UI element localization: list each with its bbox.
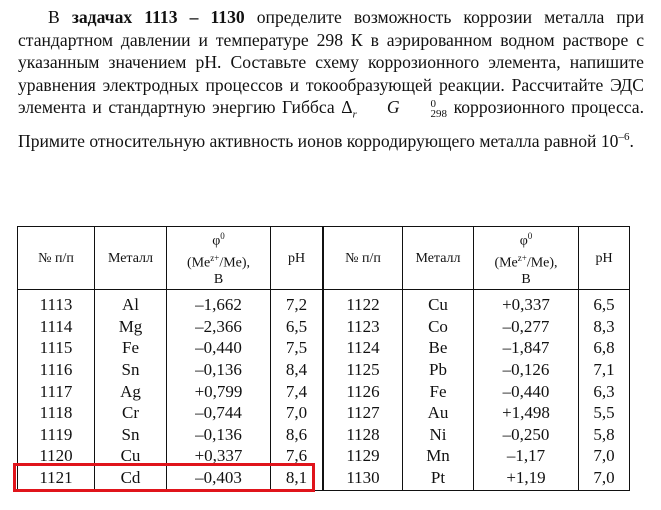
cell-num: 1120	[18, 445, 95, 467]
metals-table	[17, 226, 630, 491]
intro-text-1: В	[48, 7, 72, 27]
cell-num: 1127	[323, 402, 403, 424]
cell-metal: Ni	[403, 424, 474, 446]
cell-potential: –0,136	[167, 424, 271, 446]
cell-ph: 6,5	[271, 316, 324, 338]
cell-ph: 7,0	[271, 402, 324, 424]
cell-ph: 7,0	[579, 467, 630, 491]
header-ph: pH	[271, 227, 324, 290]
cell-num: 1117	[18, 380, 95, 402]
cell-potential: –0,250	[474, 424, 579, 446]
cell-potential: –0,744	[167, 402, 271, 424]
cell-potential: +1,498	[474, 402, 579, 424]
cell-ph: 8,1	[271, 467, 324, 491]
task-description: В задачах 1113 – 1130 определите возможность коррозии металла при стандартном давлении и температуре 298 К в аэрированном водном растворе с указанным значением pH. Составьте схему коррозионного элемента, напишите уравнения электродных процессов и токообразующей реакции. Рассчитайте ЭДС элемента и стандартную энергию Гиббса $\Delta_r$ G 0 298 коррозионного процесса. Примите относительную активность ионов корродирующего металла равной $10^{-6}$.	[18, 7, 645, 152]
header-metal: Металл	[403, 227, 474, 290]
cell-ph: 6,5	[579, 290, 630, 316]
exponent: –6	[618, 131, 630, 144]
cell-potential: +0,799	[167, 380, 271, 402]
header-potential: $\varphi^0$ $(Me^{z+}/Me)$, В	[167, 227, 271, 290]
cell-potential: –1,17	[474, 445, 579, 467]
table-row	[18, 424, 630, 446]
cell-potential: –1,847	[474, 337, 579, 359]
table-row	[18, 380, 630, 402]
cell-potential: –0,403	[167, 467, 271, 491]
cell-ph: 7,0	[579, 445, 630, 467]
cell-potential: –0,277	[474, 316, 579, 338]
cell-metal: Fe	[95, 337, 167, 359]
cell-potential: –2,366	[167, 316, 271, 338]
cell-metal: Ag	[95, 380, 167, 402]
cell-metal: Be	[403, 337, 474, 359]
cell-metal: Mg	[95, 316, 167, 338]
cell-num: 1124	[323, 337, 403, 359]
task-range: задачах 1113 – 1130	[71, 7, 245, 27]
cell-metal: Al	[95, 290, 167, 316]
cell-num: 1130	[323, 467, 403, 491]
cell-potential: –0,440	[167, 337, 271, 359]
table-row	[18, 337, 630, 359]
table-row	[18, 316, 630, 338]
cell-num: 1129	[323, 445, 403, 467]
cell-num: 1121	[18, 467, 95, 491]
cell-ph: 7,5	[271, 337, 324, 359]
header-ph: pH	[579, 227, 630, 290]
cell-num: 1128	[323, 424, 403, 446]
header-metal: Металл	[95, 227, 167, 290]
cell-num: 1126	[323, 380, 403, 402]
cell-ph: 7,6	[271, 445, 324, 467]
cell-metal: Sn	[95, 359, 167, 381]
cell-ph: 6,8	[579, 337, 630, 359]
gibbs-energy-symbol: $\Delta_r$ G 0 298	[341, 97, 448, 121]
cell-num: 1115	[18, 337, 95, 359]
intro-text-3: коррозионного процесса. Примите относительную активность ионов корродирующего металла равной 10	[18, 97, 645, 152]
table-row	[18, 402, 630, 424]
cell-potential: –0,136	[167, 359, 271, 381]
cell-potential: –0,440	[474, 380, 579, 402]
table-row	[18, 290, 630, 316]
cell-metal: Pt	[403, 467, 474, 491]
cell-metal: Fe	[403, 380, 474, 402]
header-potential: $\varphi^0$ $(Me^{z+}/Me)$, В	[474, 227, 579, 290]
cell-potential: +0,337	[474, 290, 579, 316]
cell-potential: +1,19	[474, 467, 579, 491]
cell-num: 1113	[18, 290, 95, 316]
cell-num: 1122	[323, 290, 403, 316]
cell-potential: –1,662	[167, 290, 271, 316]
cell-metal: Cd	[95, 467, 167, 491]
cell-ph: 7,2	[271, 290, 324, 316]
cell-ph: 8,4	[271, 359, 324, 381]
cell-metal: Sn	[95, 424, 167, 446]
cell-ph: 8,6	[271, 424, 324, 446]
cell-num: 1114	[18, 316, 95, 338]
cell-ph: 5,8	[579, 424, 630, 446]
cell-num: 1119	[18, 424, 95, 446]
cell-metal: Cr	[95, 402, 167, 424]
cell-metal: Mn	[403, 445, 474, 467]
cell-metal: Co	[403, 316, 474, 338]
cell-metal: Cu	[95, 445, 167, 467]
data-table-wrapper	[17, 226, 630, 491]
cell-ph: 7,4	[271, 380, 324, 402]
table-row	[18, 445, 630, 467]
cell-num: 1118	[18, 402, 95, 424]
cell-potential: +0,337	[167, 445, 271, 467]
table-header-row	[18, 227, 630, 290]
cell-metal: Au	[403, 402, 474, 424]
header-num: № п/п	[18, 227, 95, 290]
cell-ph: 6,3	[579, 380, 630, 402]
cell-ph: 8,3	[579, 316, 630, 338]
cell-potential: –0,126	[474, 359, 579, 381]
intro-text-2: определите возможность коррозии металла при стандартном давлении и температуре 298 К в аэрированном водном растворе с указанным значением pH. Составьте схему коррозионного элемента, напишите уравнения электродных процессов и токообразующей реакции. Рассчитайте ЭДС элемента и стандартную энергию Гиббса	[18, 7, 644, 118]
cell-metal: Pb	[403, 359, 474, 381]
cell-ph: 7,1	[579, 359, 630, 381]
table-row	[18, 359, 630, 381]
cell-metal: Cu	[403, 290, 474, 316]
cell-num: 1116	[18, 359, 95, 381]
table-row	[18, 467, 630, 491]
cell-num: 1123	[323, 316, 403, 338]
cell-num: 1125	[323, 359, 403, 381]
cell-ph: 5,5	[579, 402, 630, 424]
header-num: № п/п	[323, 227, 403, 290]
